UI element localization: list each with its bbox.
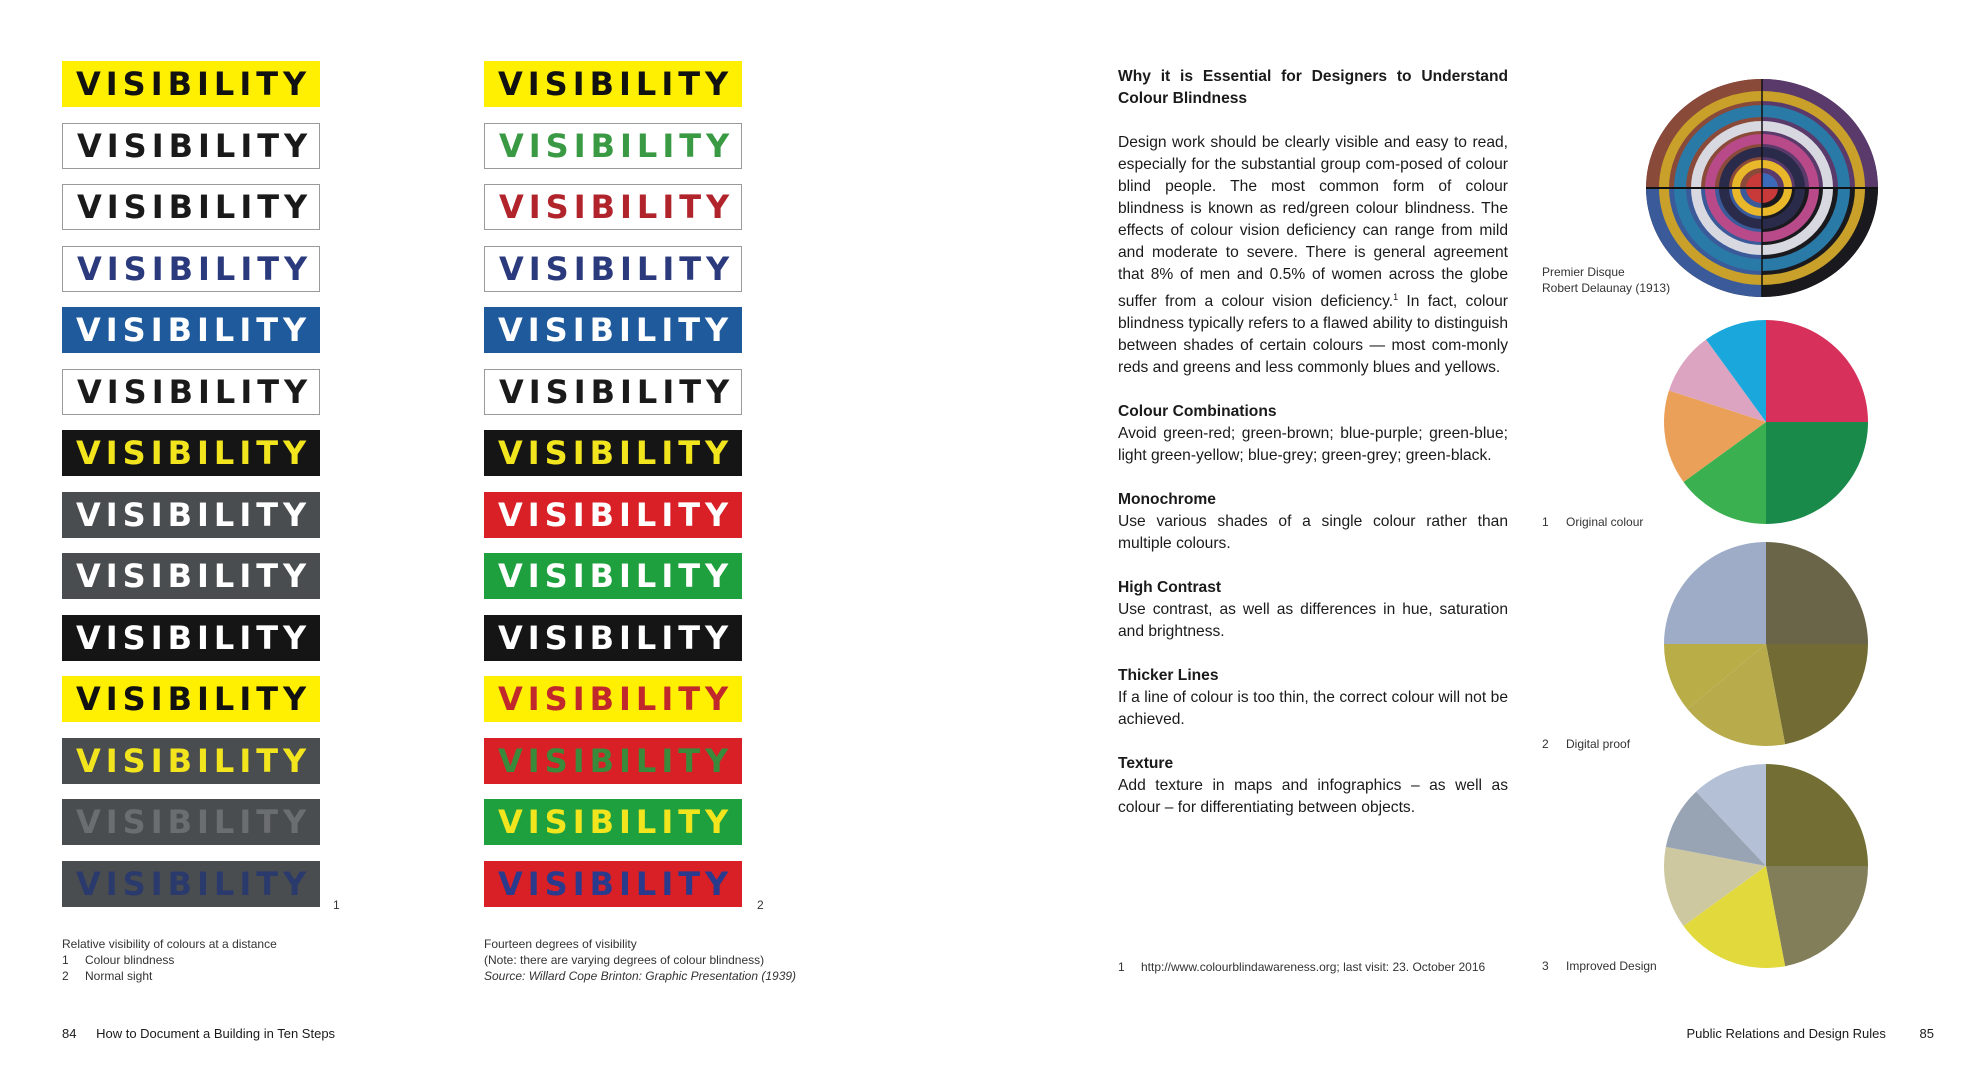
left-visibility-box: VISIBILITY (62, 369, 320, 415)
pie-slice (1766, 422, 1868, 524)
right-visibility-box: VISIBILITY (484, 738, 742, 784)
figure-number-2: 2 (757, 898, 764, 912)
section-body: Avoid green-red; green-brown; blue-purple; green-blue; light green-yellow; blue-grey; green-grey; green-black. (1118, 425, 1508, 465)
left-visibility-box: VISIBILITY (62, 184, 320, 230)
right-visibility-box: VISIBILITY (484, 615, 742, 661)
left-figure-caption (62, 936, 277, 984)
section-body: If a line of colour is too thin, the correct colour will not be achieved. (1118, 689, 1508, 729)
pie-caption-text: Original colour (1566, 515, 1644, 529)
right-visibility-box: VISIBILITY (484, 369, 742, 415)
running-title-right: Public Relations and Design Rules (1686, 1026, 1886, 1041)
footnote-text: http://www.colourblindawareness.org; last visit: 23. October 2016 (1141, 960, 1486, 974)
left-visibility-box: VISIBILITY (62, 738, 320, 784)
intro-text: Design work should be clearly visible and easy to read, especially for the substantial group com-posed of colour blind people. The most common form of colour blindness is known as red/green colour blindness. The effects of colour vision deficiency can range from mild and moderate to severe. There is general agreement that 8% of men and 0.5% of women across the globe suffer from a colour vision deficiency. (1118, 134, 1508, 311)
right-caption-line1: Fourteen degrees of visibility (484, 937, 637, 951)
section-title: Thicker Lines (1118, 667, 1219, 685)
running-title-left: How to Document a Building in Ten Steps (96, 1026, 336, 1041)
left-caption-item-num: 1 (62, 953, 69, 967)
left-visibility-box: VISIBILITY (62, 861, 320, 907)
page-number-left: 84 (62, 1026, 77, 1041)
left-visibility-box: VISIBILITY (62, 553, 320, 599)
footnote-num: 1 (1118, 960, 1125, 974)
right-caption-source: Source: Willard Cope Brinton: Graphic Presentation (1939) (484, 969, 797, 983)
left-visibility-box: VISIBILITY (62, 307, 320, 353)
painting-artist: Robert Delaunay (1913) (1542, 281, 1671, 295)
right-visibility-box: VISIBILITY (484, 61, 742, 107)
section-colour-combinations (1118, 401, 1508, 467)
section-title: High Contrast (1118, 579, 1222, 597)
section-title: Texture (1118, 755, 1174, 773)
painting-caption (1542, 264, 1670, 296)
pie-slice (1664, 542, 1766, 644)
section-title: Colour Combinations (1118, 403, 1277, 421)
left-visibility-box: VISIBILITY (62, 430, 320, 476)
pie-slice (1766, 542, 1868, 644)
left-caption-item (62, 968, 277, 984)
page-number-right: 85 (1919, 1026, 1934, 1041)
section-body: Use various shades of a single colour rather than multiple colours. (1118, 513, 1508, 553)
left-caption-item-text: Colour blindness (85, 953, 175, 967)
right-visibility-box: VISIBILITY (484, 861, 742, 907)
figure-number-1: 1 (333, 898, 340, 912)
left-caption-item (62, 952, 277, 968)
pie-chart-improved-design (1662, 762, 1870, 970)
section-high-contrast (1118, 577, 1508, 643)
pie-chart-digital-proof (1662, 540, 1870, 748)
right-visibility-box: VISIBILITY (484, 492, 742, 538)
pie-caption-text: Improved Design (1566, 959, 1657, 973)
left-visibility-box: VISIBILITY (62, 246, 320, 292)
right-visibility-box: VISIBILITY (484, 123, 742, 169)
left-visibility-box: VISIBILITY (62, 123, 320, 169)
section-monochrome (1118, 489, 1508, 555)
section-body: Add texture in maps and infographics – as well as colour – for differentiating between objects. (1118, 777, 1508, 817)
pie-caption-3 (1542, 958, 1657, 974)
right-visibility-box: VISIBILITY (484, 430, 742, 476)
intro-text-cont: In fact, colour blindness typically refers to a flawed ability to distinguish between shades of certain colours — most com-monly reds and greens and less commonly blues and yellows. (1118, 293, 1508, 377)
left-visibility-box: VISIBILITY (62, 492, 320, 538)
footnote (1118, 960, 1485, 974)
section-thicker-lines (1118, 665, 1508, 731)
pie-chart-original-colour (1662, 318, 1870, 526)
pie-caption-num: 1 (1542, 515, 1549, 529)
pie-caption-text: Digital proof (1566, 737, 1631, 751)
left-caption-item-num: 2 (62, 969, 69, 983)
section-title: Monochrome (1118, 491, 1216, 509)
right-visibility-box: VISIBILITY (484, 184, 742, 230)
right-figure-caption (484, 936, 796, 984)
folio-right (1686, 1026, 1934, 1041)
painting-title: Premier Disque (1542, 265, 1625, 279)
left-visibility-box: VISIBILITY (62, 799, 320, 845)
article-body (1118, 66, 1508, 819)
section-body: Use contrast, as well as differences in hue, saturation and brightness. (1118, 601, 1508, 641)
right-visibility-box: VISIBILITY (484, 307, 742, 353)
left-caption-line: Relative visibility of colours at a distance (62, 937, 277, 951)
right-caption-line2: (Note: there are varying degrees of colour blindness) (484, 953, 765, 967)
left-visibility-box: VISIBILITY (62, 61, 320, 107)
pie-caption-2 (1542, 736, 1630, 752)
pie-caption-num: 3 (1542, 959, 1549, 973)
folio-left (62, 1026, 335, 1041)
pie-caption-num: 2 (1542, 737, 1549, 751)
article-intro (1118, 132, 1508, 379)
article-heading: Why it is Essential for Designers to Understand Colour Blindness (1118, 68, 1508, 107)
pie-slice (1766, 320, 1868, 422)
left-visibility-box: VISIBILITY (62, 676, 320, 722)
right-visibility-box: VISIBILITY (484, 676, 742, 722)
right-visibility-box: VISIBILITY (484, 799, 742, 845)
premier-disque-painting (1644, 78, 1880, 298)
section-texture (1118, 753, 1508, 819)
footnote-ref: 1 (1393, 292, 1399, 302)
left-caption-item-text: Normal sight (85, 969, 153, 983)
pie-slice (1766, 764, 1868, 866)
right-visibility-box: VISIBILITY (484, 553, 742, 599)
pie-caption-1 (1542, 514, 1643, 530)
right-visibility-box: VISIBILITY (484, 246, 742, 292)
left-visibility-box: VISIBILITY (62, 615, 320, 661)
